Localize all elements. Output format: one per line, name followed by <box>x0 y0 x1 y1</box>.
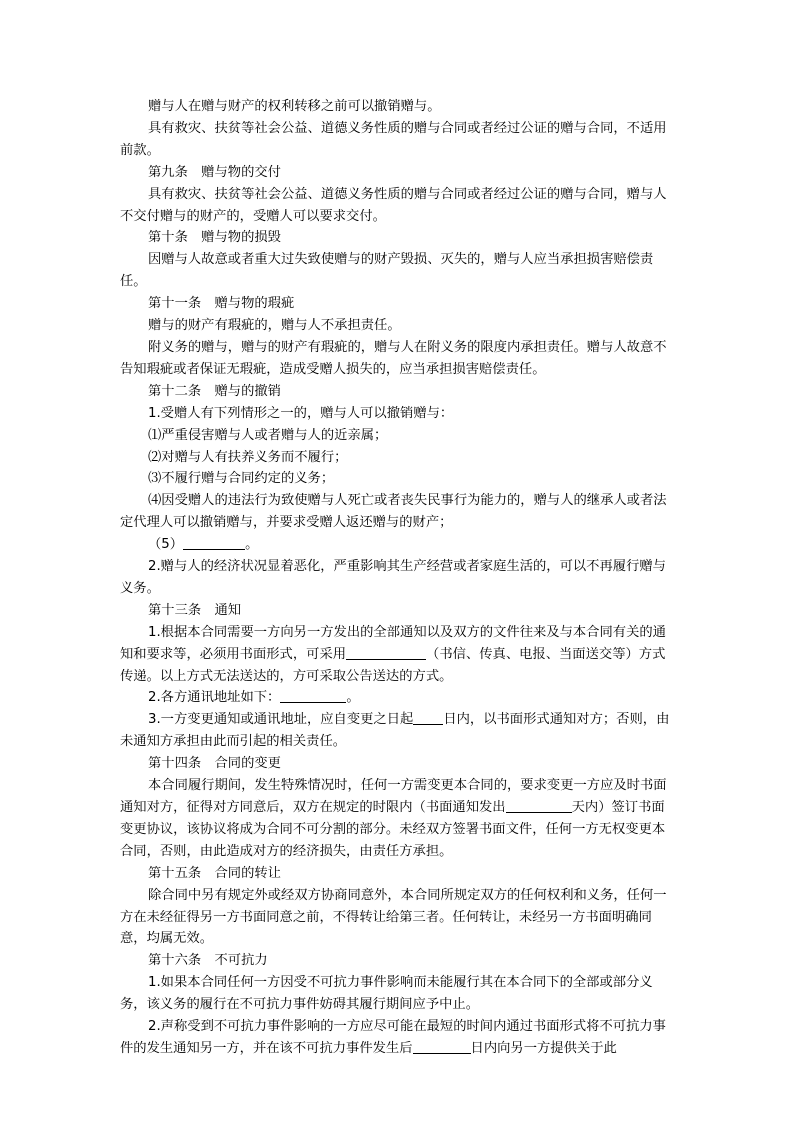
fill-in-blank[interactable] <box>506 798 572 813</box>
paragraph: 附义务的赠与，赠与的财产有瑕疵的，赠与人在附义务的限度内承担责任。赠与人故意不告知瑕疵或者保证无瑕疵，造成受赠人损失的，应当承担损害赔偿责任。 <box>120 339 667 377</box>
notice3-after: 日内，以书面形式通知对方；否则，由未通知方承担由此而引起的相关责任。 <box>120 712 670 750</box>
notice1-before: 1.根据本合同需要一方向另一方发出的全部通知以及双方的文件往来及与本合同有关的通知和要求等，必须用书面形式，可采用 <box>120 624 666 662</box>
notice1-after: （书信、传真、电报、当面送交等）方式传递。以上方式无法送达的，方可采取公告送达的方式。 <box>120 646 666 684</box>
fill-in-blank[interactable] <box>183 535 245 550</box>
paragraph: 具有救灾、扶贫等社会公益、道德义务性质的赠与合同或者经过公证的赠与合同，不适用前款。 <box>120 120 667 158</box>
paragraph: 除合同中另有规定外或经双方协商同意外，本合同所规定双方的任何权利和义务，任何一方在未经征得另一方书面同意之前，不得转让给第三者。任何转让，未经另一方书面明确同意，均属无效。 <box>120 887 667 947</box>
list-item-fill-in <box>120 534 676 556</box>
paragraph-address-change <box>120 709 676 753</box>
paragraph: 1.如果本合同任何一方因受不可抗力事件影响而未能履行其在本合同下的全部或部分义务，该义务的履行在不可抗力事件妨碍其履行期间应予中止。 <box>120 975 653 1013</box>
paragraph: 1.受赠人有下列情形之一的，赠与人可以撤销赠与： <box>148 405 454 421</box>
change-before: 本合同履行期间，发生特殊情况时，任何一方需变更本合同的，要求变更一方应及时书面通知对方，征得对方同意后，双方在规定的时限内（书面通知发出 <box>120 778 667 815</box>
notice2-before: 2.各方通讯地址如下： <box>148 690 281 706</box>
section-heading: 第十三条 通知 <box>148 602 242 618</box>
item5-suffix: 。 <box>245 537 259 553</box>
force2-before: 2.声称受到不可抗力事件影响的一方应尽可能在最短的时间内通过书面形式将不可抗力事件的发生通知另一方，并在该不可抗力事件发生后 <box>120 1019 666 1056</box>
paragraph: 因赠与人故意或者重大过失致使赠与的财产毁损、灭失的，赠与人应当承担损害赔偿责任。 <box>120 252 654 290</box>
section-heading: 第十二条 赠与的撤销 <box>148 383 281 399</box>
notice2-after: 。 <box>346 690 360 706</box>
section-heading: 第十条 赠与物的损毁 <box>148 230 281 246</box>
paragraph-addresses <box>120 687 676 709</box>
section-heading: 第十一条 赠与物的瑕疵 <box>148 296 295 312</box>
paragraph: 2.赠与人的经济状况显着恶化，严重影响其生产经营或者家庭生活的，可以不再履行赠与义务。 <box>120 559 666 596</box>
paragraph: 赠与的财产有瑕疵的，赠与人不承担责任。 <box>148 318 401 334</box>
list-item: ⑴严重侵害赠与人或者赠与人的近亲属； <box>148 427 388 443</box>
fill-in-blank[interactable] <box>413 1039 471 1054</box>
item5-prefix: （5） <box>148 537 184 553</box>
paragraph: 赠与人在赠与财产的权利转移之前可以撤销赠与。 <box>148 99 441 114</box>
fill-in-blank[interactable] <box>346 645 426 660</box>
fill-in-blank[interactable] <box>280 688 346 703</box>
section-heading: 第九条 赠与物的交付 <box>148 164 281 180</box>
section-heading: 第十五条 合同的转让 <box>148 865 281 881</box>
change-after: 天内）签订书面变更协议，该协议将成为合同不可分割的部分。未经双方签署书面文件，任何一方无权变更本合同，否则，由此造成对方的经济损失，由责任方承担。 <box>120 800 666 859</box>
paragraph-notice-method <box>120 622 676 688</box>
section-heading: 第十四条 合同的变更 <box>148 756 281 772</box>
document-page <box>120 96 676 1060</box>
list-item: ⑵对赠与人有扶养义务而不履行； <box>148 449 348 465</box>
section-heading: 第十六条 不可抗力 <box>148 953 268 969</box>
paragraph: 具有救灾、扶贫等社会公益、道德义务性质的赠与合同或者经过公证的赠与合同，赠与人不交付赠与的财产的，受赠人可以要求交付。 <box>120 186 667 224</box>
force2-after: 日内向另一方提供关于此 <box>470 1040 617 1056</box>
paragraph-change <box>120 775 676 863</box>
paragraph-force-notice <box>120 1016 676 1060</box>
list-item: ⑶不履行赠与合同约定的义务； <box>148 471 335 487</box>
fill-in-blank[interactable] <box>413 710 443 725</box>
list-item: ⑷因受赠人的违法行为致使赠与人死亡或者丧失民事行为能力的，赠与人的继承人或者法定代理人可以撤销赠与，并要求受赠人返还赠与的财产； <box>120 493 667 531</box>
notice3-before: 3.一方变更通知或通讯地址，应自变更之日起 <box>148 712 414 728</box>
